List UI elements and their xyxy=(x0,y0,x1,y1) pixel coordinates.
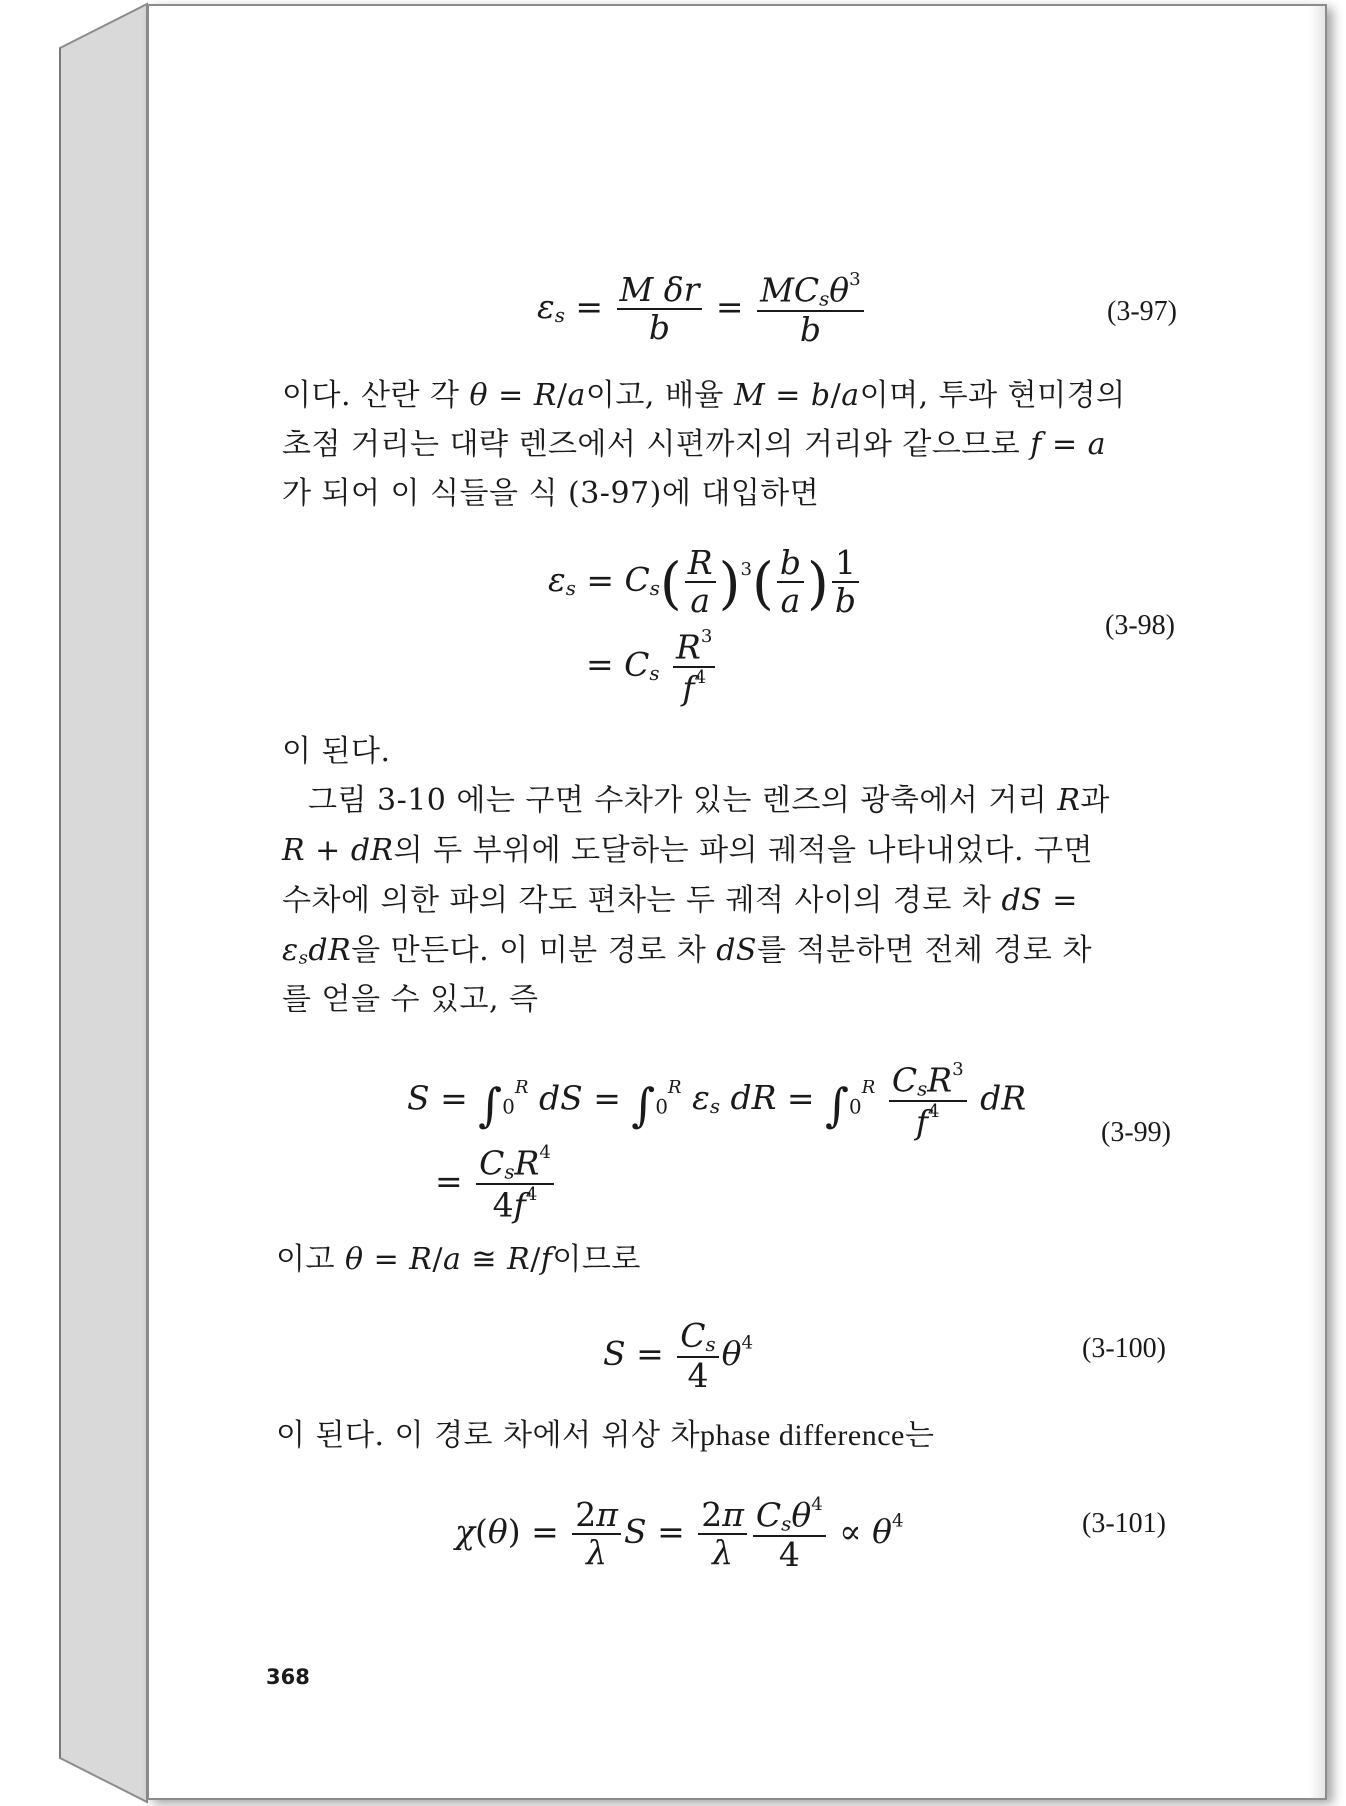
paragraph-line: 가 되어 이 식들을 식 (3-97)에 대입하면 xyxy=(282,476,820,511)
paragraph-line: R + dR의 두 부위에 도달하는 파의 궤적을 나타내었다. 구면 xyxy=(282,833,1093,868)
equation-3-98-line1: $\varepsilon_s = C_s$( $\frac{R}{a}$ )$^3$( $\frac{b}{a}$ ) $\frac{1}{b}$ xyxy=(548,545,862,620)
equation-number: (3-100) xyxy=(1082,1333,1166,1364)
english-term: phase difference xyxy=(700,1419,905,1452)
paragraph-line: 이고 θ = R/a ≅ R/f이므로 xyxy=(276,1242,641,1277)
equation-number: (3-99) xyxy=(1101,1117,1171,1148)
paragraph-line: 를 얻을 수 있고, 즉 xyxy=(282,982,539,1017)
paragraph-line: 그림 3-10 에는 구면 수차가 있는 렌즈의 광축에서 거리 R과 xyxy=(308,783,1110,818)
paragraph-line: 초점 거리는 대략 렌즈에서 시편까지의 거리와 같으므로 f = a xyxy=(282,427,1107,462)
equation-3-100: S = $\frac{C_s}{4}$ $\theta^4$ xyxy=(603,1316,754,1395)
equation-3-101: χ(θ) = $\frac{2\pi}{\lambda}$ S = $\frac{2\pi}{\lambda}$ $\frac{C_s\theta^4}{4}$ ∝ $\theta^4$ xyxy=(455,1494,904,1575)
page-edge-shadow xyxy=(1309,6,1325,1798)
equation-3-98-line2: = $C_s$ $\frac{R^3}{f^4}$ xyxy=(586,627,718,706)
equation-number: (3-98) xyxy=(1105,610,1175,641)
equation-3-99-line2: = $\frac{C_sR^4}{4f^4}$ xyxy=(435,1143,557,1224)
equation-number: (3-101) xyxy=(1082,1508,1166,1539)
paragraph-line: 이 된다. 이 경로 차에서 위상 차phase difference는 xyxy=(276,1418,935,1453)
book-spine xyxy=(0,0,150,1806)
paragraph-line: 이다. 산란 각 θ = R/a이고, 배율 M = b/a이며, 투과 현미경의 xyxy=(282,378,1126,413)
page-number: 368 xyxy=(266,1665,310,1689)
paragraph-line: 수차에 의한 파의 각도 편차는 두 궤적 사이의 경로 차 dS = xyxy=(282,883,1078,918)
paragraph-line: $\varepsilon_sdR$을 만든다. 이 미분 경로 차 dS를 적분하면 전체 경로 차 xyxy=(282,933,1092,969)
equation-number: (3-97) xyxy=(1107,296,1177,327)
paragraph-line: 이 된다. xyxy=(282,734,391,769)
equation-3-97: $\varepsilon_s$ = $\frac{\text{M δr}}{b}$ = $\frac{MC_s\theta^3}{b}$ xyxy=(537,270,867,348)
equation-3-99-line1: $S = \int_0^R$ dS = $\int_0^R$ $\varepsilon_s$ dR = $\int_0^R$ $\frac{C_sR^3}{f^4}$ dR xyxy=(407,1059,1027,1142)
